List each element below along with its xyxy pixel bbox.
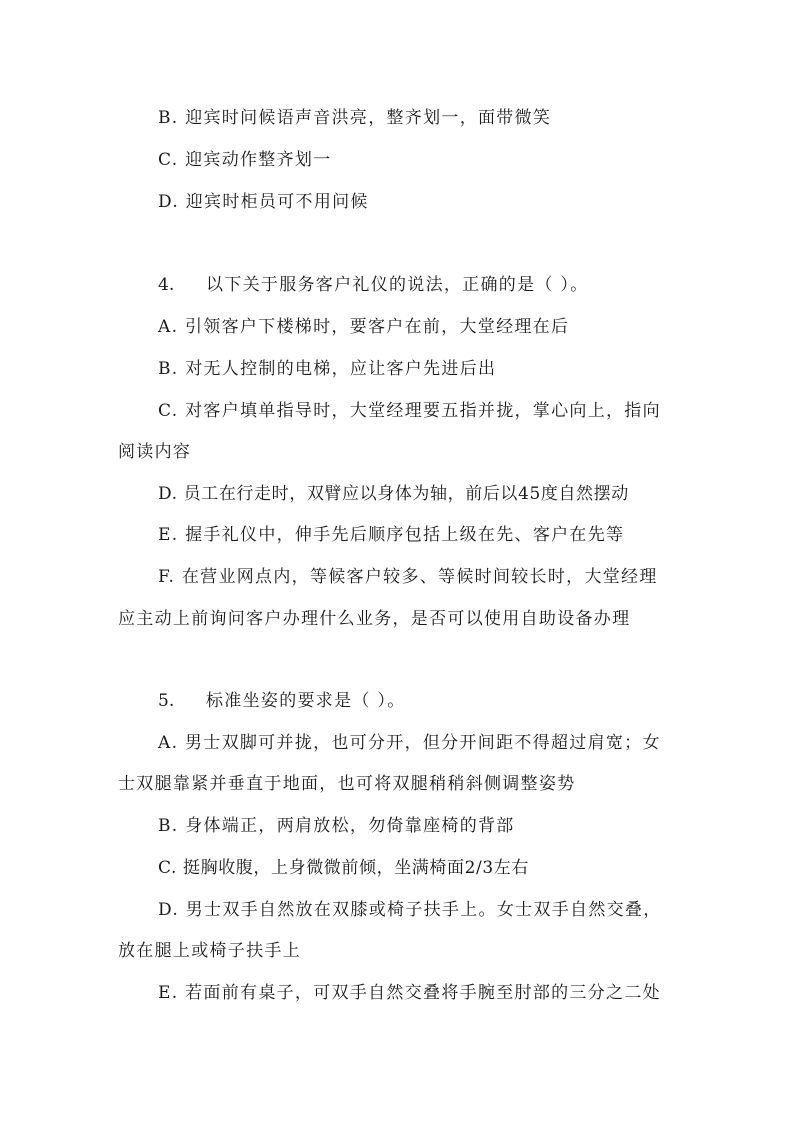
q5-option-d-line2: 放在腿上或椅子扶手上 bbox=[118, 941, 301, 961]
q3-option-c: C. 迎宾动作整齐划一 bbox=[158, 150, 332, 170]
q4-stem: 以下关于服务客户礼仪的说法，正确的是（ ）。 bbox=[206, 275, 589, 295]
q3-option-b: B. 迎宾时问候语声音洪亮，整齐划一，面带微笑 bbox=[158, 108, 552, 128]
q5-option-a-line1: A. 男士双脚可并拢，也可分开，但分开间距不得超过肩宽；女 bbox=[158, 733, 661, 753]
q4-option-f-line1: F. 在营业网点内，等候客户较多、等候时间较长时，大堂经理 bbox=[158, 567, 658, 587]
q4-option-b: B. 对无人控制的电梯，应让客户先进后出 bbox=[158, 359, 497, 379]
q4-option-d: D. 员工在行走时，双臂应以身体为轴，前后以45度自然摆动 bbox=[158, 484, 629, 504]
q5-number: 5. bbox=[158, 691, 175, 711]
q4-option-f-line2: 应主动上前询问客户办理什么业务，是否可以使用自助设备办理 bbox=[118, 609, 631, 629]
q4-option-c-line2: 阅读内容 bbox=[118, 442, 192, 462]
q3-option-d: D. 迎宾时柜员可不用问候 bbox=[158, 192, 369, 212]
q5-option-b: B. 身体端正，两肩放松，勿倚靠座椅的背部 bbox=[158, 816, 515, 836]
q4-option-c-line1: C. 对客户填单指导时，大堂经理要五指并拢，掌心向上，指向 bbox=[158, 401, 661, 421]
q4-option-a: A. 引领客户下楼梯时，要客户在前，大堂经理在后 bbox=[158, 317, 570, 337]
q5-option-c: C. 挺胸收腹，上身微微前倾，坐满椅面2/3左右 bbox=[158, 858, 529, 878]
q4-number: 4. bbox=[158, 275, 175, 295]
q5-option-e: E. 若面前有桌子，可双手自然交叠将手腕至肘部的三分之二处 bbox=[158, 983, 661, 1003]
q5-stem: 标准坐姿的要求是（ ）。 bbox=[206, 691, 406, 711]
q5-option-d-line1: D. 男士双手自然放在双膝或椅子扶手上。女士双手自然交叠， bbox=[158, 900, 662, 920]
q4-option-e: E. 握手礼仪中，伸手先后顺序包括上级在先、客户在先等 bbox=[158, 525, 625, 545]
q5-option-a-line2: 士双腿靠紧并垂直于地面，也可将双腿稍稍斜侧调整姿势 bbox=[118, 774, 576, 794]
